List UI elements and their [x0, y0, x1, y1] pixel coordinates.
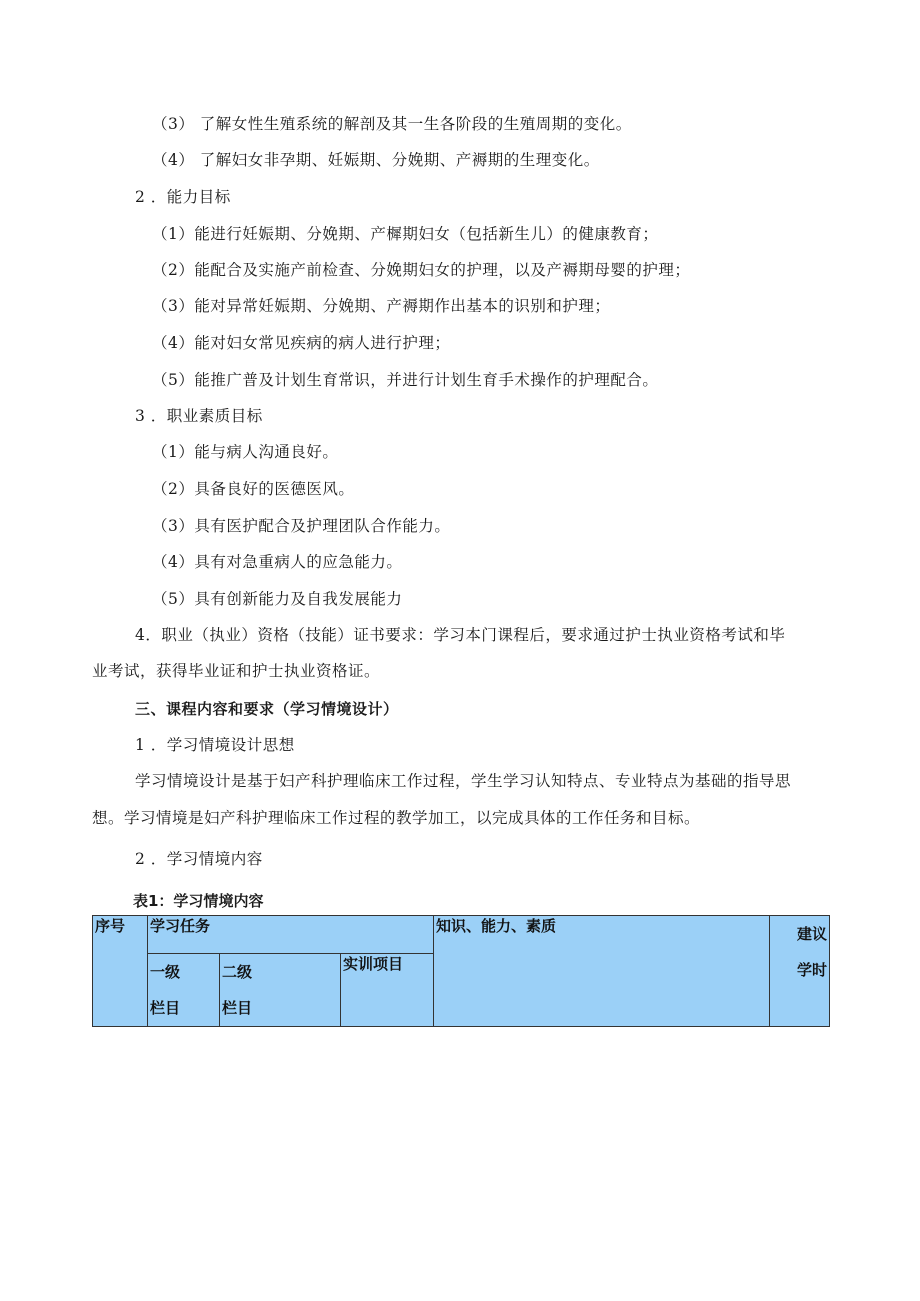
header-practice-label: 实训项目 — [343, 955, 404, 973]
header-cell-task — [148, 916, 434, 954]
text-line: （1）能进行妊娠期、分娩期、产樨期妇女（包括新生儿）的健康教育； — [152, 225, 659, 243]
section-heading: 2 ．学习情境内容 — [135, 850, 263, 868]
learning-situation-table — [92, 915, 830, 1027]
chapter-heading: 三、课程内容和要求（学习情境设计） — [135, 700, 399, 718]
section-heading: 1 ．学习情境设计思想 — [135, 736, 295, 754]
header-task-label: 学习任务 — [150, 917, 211, 935]
table-caption: 表1：学习情境内容 — [133, 892, 264, 910]
header-cell-practice — [341, 954, 434, 1027]
header-cell-hours — [770, 916, 830, 1027]
header-level2-line1: 二级 — [222, 963, 253, 981]
text-line: （1）能与病人沟通良好。 — [152, 443, 339, 461]
header-cell-level2 — [220, 954, 341, 1027]
section-heading: 3 ．职业素质目标 — [135, 407, 263, 425]
text-line: （3）能对异常妊娠期、分娩期、产褥期作出基本的识别和护理； — [152, 297, 611, 315]
header-seq-label: 序号 — [95, 917, 126, 935]
header-level1-line2: 栏目 — [150, 999, 181, 1017]
text-line: （4）能对妇女常见疾病的病人进行护理； — [152, 334, 451, 352]
header-hours-line1: 建议 — [796, 925, 827, 943]
header-cell-knowledge — [434, 916, 770, 1027]
header-hours-line2: 学时 — [796, 961, 827, 979]
text-line: （2）能配合及实施产前检查、分娩期妇女的护理，以及产褥期母婴的护理； — [152, 261, 691, 279]
text-line: （4）具有对急重病人的应急能力。 — [152, 553, 403, 571]
text-line: （5）能推广普及计划生育常识，并进行计划生育手术操作的护理配合。 — [152, 371, 659, 389]
header-knowledge-label: 知识、能力、素质 — [436, 917, 557, 935]
header-level1-line1: 一级 — [150, 963, 181, 981]
text-line: （2）具备良好的医德医风。 — [152, 480, 355, 498]
section-heading: 2 ．能力目标 — [135, 188, 231, 206]
text-line: 4．职业（执业）资格（技能）证书要求：学习本门课程后，要求通过护士执业资格考试和毕 — [135, 626, 786, 644]
text-line: （3）具有医护配合及护理团队合作能力。 — [152, 517, 451, 535]
text-line: （3） 了解女性生殖系统的解剖及其一生各阶段的生殖周期的变化。 — [152, 115, 632, 133]
text-line: （4） 了解妇女非孕期、妊娠期、分娩期、产褥期的生理变化。 — [152, 151, 600, 169]
text-line: （5）具有创新能力及自我发展能力 — [152, 590, 403, 608]
header-level2-line2: 栏目 — [222, 999, 253, 1017]
text-line: 学习情境设计是基于妇产科护理临床工作过程，学生学习认知特点、专业特点为基础的指导思 — [135, 772, 792, 790]
header-cell-level1 — [148, 954, 220, 1027]
header-cell-seq — [93, 916, 148, 1027]
text-line: 业考试，获得毕业证和护士执业资格证。 — [92, 662, 381, 680]
text-line: 想。学习情境是妇产科护理临床工作过程的教学加工，以完成具体的工作任务和目标。 — [92, 809, 701, 827]
